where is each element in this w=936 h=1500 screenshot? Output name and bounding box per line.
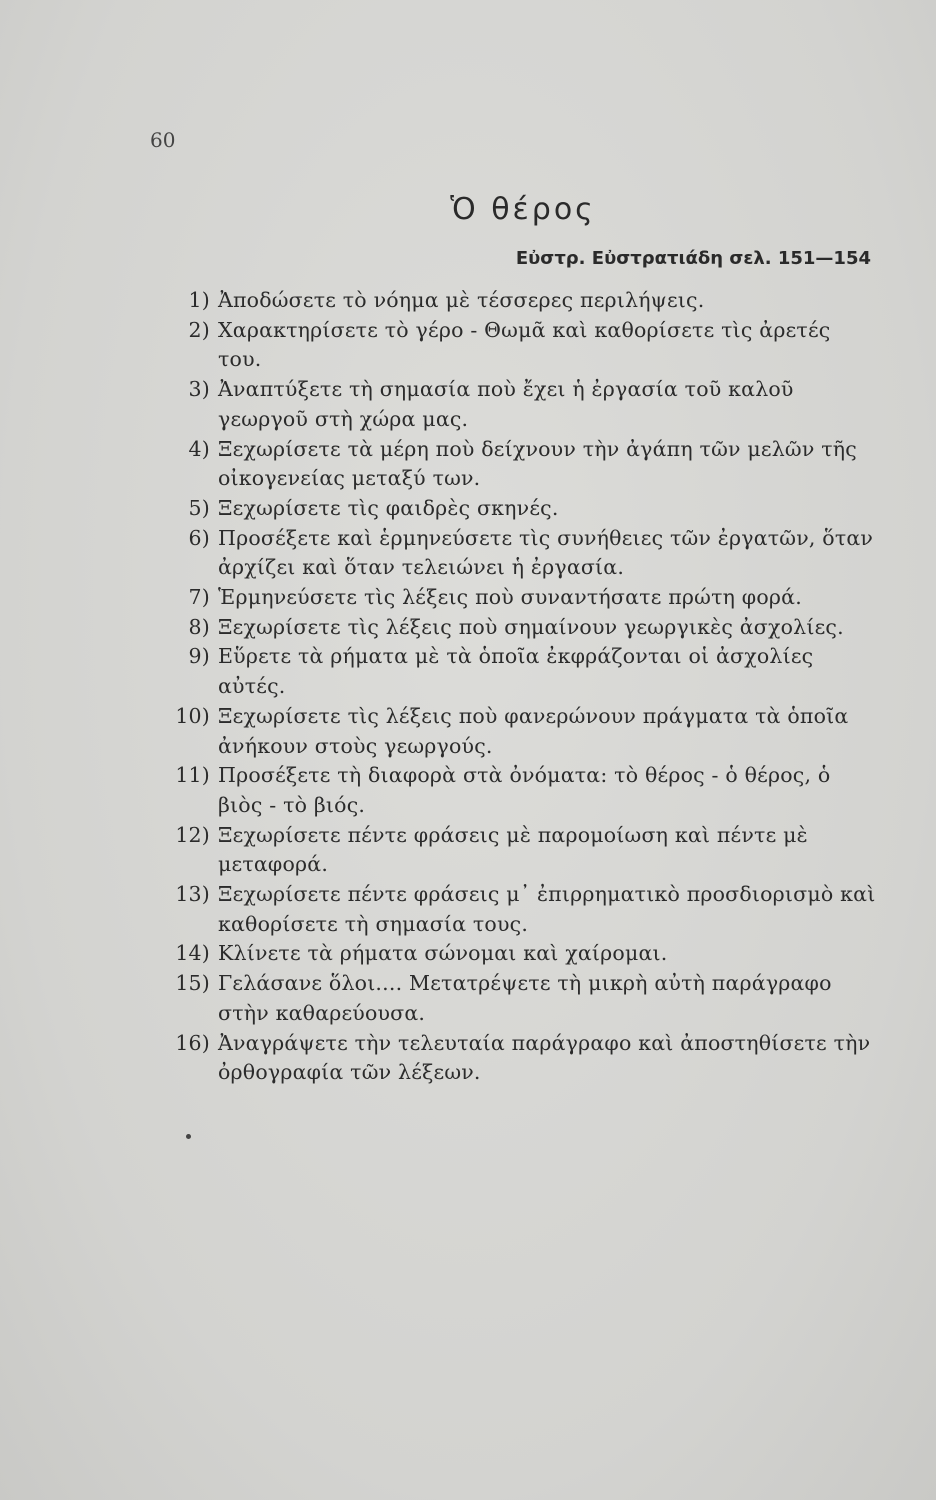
exercise-item [150,494,880,524]
exercise-number: 2) [188,317,210,342]
exercise-text: Χαρακτηρίσετε τὸ γέρο - Θωμᾶ καὶ καθορίσετε τὶς ἀρετές του. [218,317,831,372]
exercise-text: Προσέξετε καὶ ἑρμηνεύσετε τὶς συνήθειες τῶν ἐργατῶν, ὅταν ἀρχίζει καὶ ὅταν τελειώνει ἡ ἐργασία. [218,525,874,580]
exercise-item [150,702,880,761]
exercise-number: 8) [188,614,210,639]
page-number: 60 [150,128,176,152]
exercise-number: 14) [175,941,210,966]
exercise-item [150,316,880,375]
exercise-item [150,524,880,583]
exercise-number: 15) [175,971,210,996]
exercise-number: 6) [188,525,210,550]
exercise-text: Ξεχωρίσετε τὶς λέξεις ποὺ σημαίνουν γεωργικὲς ἀσχολίες. [218,614,844,639]
exercise-text: Ξεχωρίσετε πέντε φράσεις μὲ παρομοίωση καὶ πέντε μὲ μεταφορά. [218,822,808,877]
exercise-item [150,880,880,939]
exercise-number: 11) [175,763,210,788]
exercise-text: Εὕρετε τὰ ρήματα μὲ τὰ ὁποῖα ἐκφράζονται οἱ ἀσχολίες αὐτές. [218,644,814,699]
exercise-text: Ξεχωρίσετε τὶς φαιδρὲς σκηνές. [218,495,559,520]
exercise-text: Ἀποδώσετε τὸ νόημα μὲ τέσσερες περιλήψεις. [218,288,705,312]
exercise-item [150,1029,880,1088]
exercise-number: 9) [188,644,210,669]
exercise-item [150,435,880,494]
exercise-number: 16) [175,1030,210,1055]
exercise-text: Ξεχωρίσετε τὰ μέρη ποὺ δείχνουν τὴν ἀγάπη τῶν μελῶν τῆς οἰκογενείας μεταξύ των. [218,436,857,491]
exercise-item [150,286,880,316]
exercise-text: Ἀναπτύξετε τὴ σημασία ποὺ ἔχει ἡ ἐργασία τοῦ καλοῦ γεωργοῦ στὴ χώρα μας. [218,377,794,431]
exercise-number: 1) [188,288,210,312]
exercise-number: 4) [188,436,210,461]
exercise-item [150,821,880,880]
exercise-item [150,613,880,643]
exercise-text: Ξεχωρίσετε πέντε φράσεις μ᾽ ἐπιρρηματικὸ προσδιορισμὸ καὶ καθορίσετε τὴ σημασία τους. [218,882,876,936]
exercise-text: Ἑρμηνεύσετε τὶς λέξεις ποὺ συναντήσατε πρώτη φορά. [218,585,802,610]
exercise-number: 10) [175,703,210,728]
exercise-number: 13) [175,882,210,907]
exercise-text: Γελάσανε ὅλοι.... Μετατρέψετε τὴ μικρὴ αὐτὴ παράγραφο στὴν καθαρεύουσα. [218,971,832,1025]
exercise-item [150,375,880,434]
ink-dot-mark [186,1134,191,1139]
exercise-item [150,583,880,613]
exercise-number: 12) [175,822,210,847]
section-title: Ὁ θέρος [450,192,596,227]
exercise-text: Κλίνετε τὰ ρήματα σώνομαι καὶ χαίρομαι. [218,941,668,966]
exercise-number: 3) [188,377,210,402]
exercise-text: Προσέξετε τὴ διαφορὰ στὰ ὀνόματα: τὸ θέρος - ὁ θέρος, ὁ βιὸς - τὸ βιός. [218,763,831,817]
source-reference: Εὐστρ. Εὐστρατιάδη σελ. 151—154 [515,248,871,269]
exercise-item [150,642,880,701]
exercise-number: 5) [188,495,210,520]
exercise-text: Ἀναγράψετε τὴν τελευταία παράγραφο καὶ ἀποστηθίσετε τὴν ὀρθογραφία τῶν λέξεων. [218,1030,871,1085]
exercise-item [150,761,880,820]
exercise-text: Ξεχωρίσετε τὶς λέξεις ποὺ φανερώνουν πράγματα τὰ ὁποῖα ἀνήκουν στοὺς γεωργούς. [218,703,849,758]
exercise-list [150,286,880,1088]
exercise-item [150,969,880,1028]
exercise-item [150,939,880,969]
exercise-number: 7) [188,585,210,610]
